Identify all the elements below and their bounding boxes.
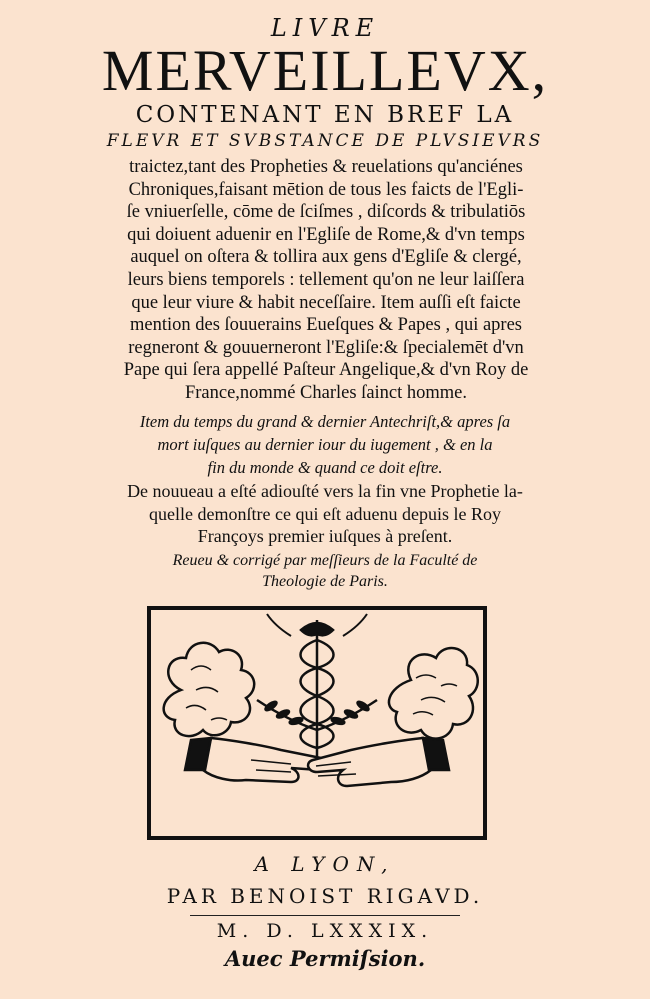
imprint-printer: PAR BENOIST RIGAVD. <box>166 884 484 908</box>
roman-line: quelle demonſtre ce qui eſt aduenu depuis le Roy <box>149 503 501 524</box>
body-line: que leur viure & habit neceſſaire. Item auſſi eſt faicte <box>131 292 521 313</box>
woodcut-illustration <box>147 606 487 840</box>
body-line: leurs biens temporels : tellement qu'on ne leur laiſſera <box>127 269 525 290</box>
body-line: ſe vniuerſelle, cōme de ſciſmes , diſcords & tribulatiōs <box>126 202 526 223</box>
body-line: Chroniques,faisant mētion de tous les faicts de l'Egli- <box>128 179 524 200</box>
title-merveilleux: MERVEILLEVX, <box>101 38 549 103</box>
italic-line: fin du monde & quand ce doit eſtre. <box>207 458 443 477</box>
body-line: qui doiuent aduenir en l'Egliſe de Rome,& d'vn temps <box>127 224 525 245</box>
body-line: regneront & gouuerneront l'Egliſe:& ſpecialemēt d'vn <box>128 337 524 358</box>
italic-line: Item du temps du grand & dernier Antechriſt,& apres ſa <box>139 412 511 431</box>
roman-line: De nouueau a eſté adiouſté vers la fin vne Prophetie la- <box>127 481 523 501</box>
revu-line: Theologie de Paris. <box>262 573 388 590</box>
body-line: mention des ſouuerains Eueſques & Papes , qui apres <box>129 315 522 336</box>
right-cloud-icon <box>389 648 478 739</box>
antichrist-paragraph <box>60 410 590 479</box>
body-line: traictez,tant des Propheties & reuelations qu'anciénes <box>129 157 523 177</box>
imprint-date: M. D. LXXXIX. <box>216 920 434 942</box>
italic-line: mort iuſques au dernier iour du iugement , & en la <box>157 435 493 454</box>
imprint-lyon: A LYON, <box>254 852 396 876</box>
body-line: France,nommé Charles ſainct homme. <box>184 382 468 403</box>
revision-note <box>100 550 550 592</box>
title-contenant: CONTENANT EN BREF LA <box>135 102 515 128</box>
caduceus-icon <box>267 614 367 760</box>
imprint-divider <box>190 915 460 916</box>
description-paragraph <box>66 156 586 405</box>
body-line: Pape qui ſera appellé Paſteur Angelique,& d'vn Roy de <box>123 360 529 381</box>
title-livre: LIVRE <box>270 14 380 42</box>
body-line: auquel on oſtera & tollira aux gens d'Egliſe & clergé, <box>130 247 522 268</box>
left-cloud-icon <box>164 643 255 736</box>
imprint-permission: Auec Permiſsion. <box>224 946 426 971</box>
revu-line: Reueu & corrigé par meſſieurs de la Faculté de <box>172 552 478 569</box>
prophecy-paragraph <box>55 480 595 548</box>
title-fleur: FLEVR ET SVBSTANCE DE PLVSIEVRS <box>106 131 544 151</box>
roman-line: Françoys premier iuſques à preſent. <box>197 526 453 546</box>
